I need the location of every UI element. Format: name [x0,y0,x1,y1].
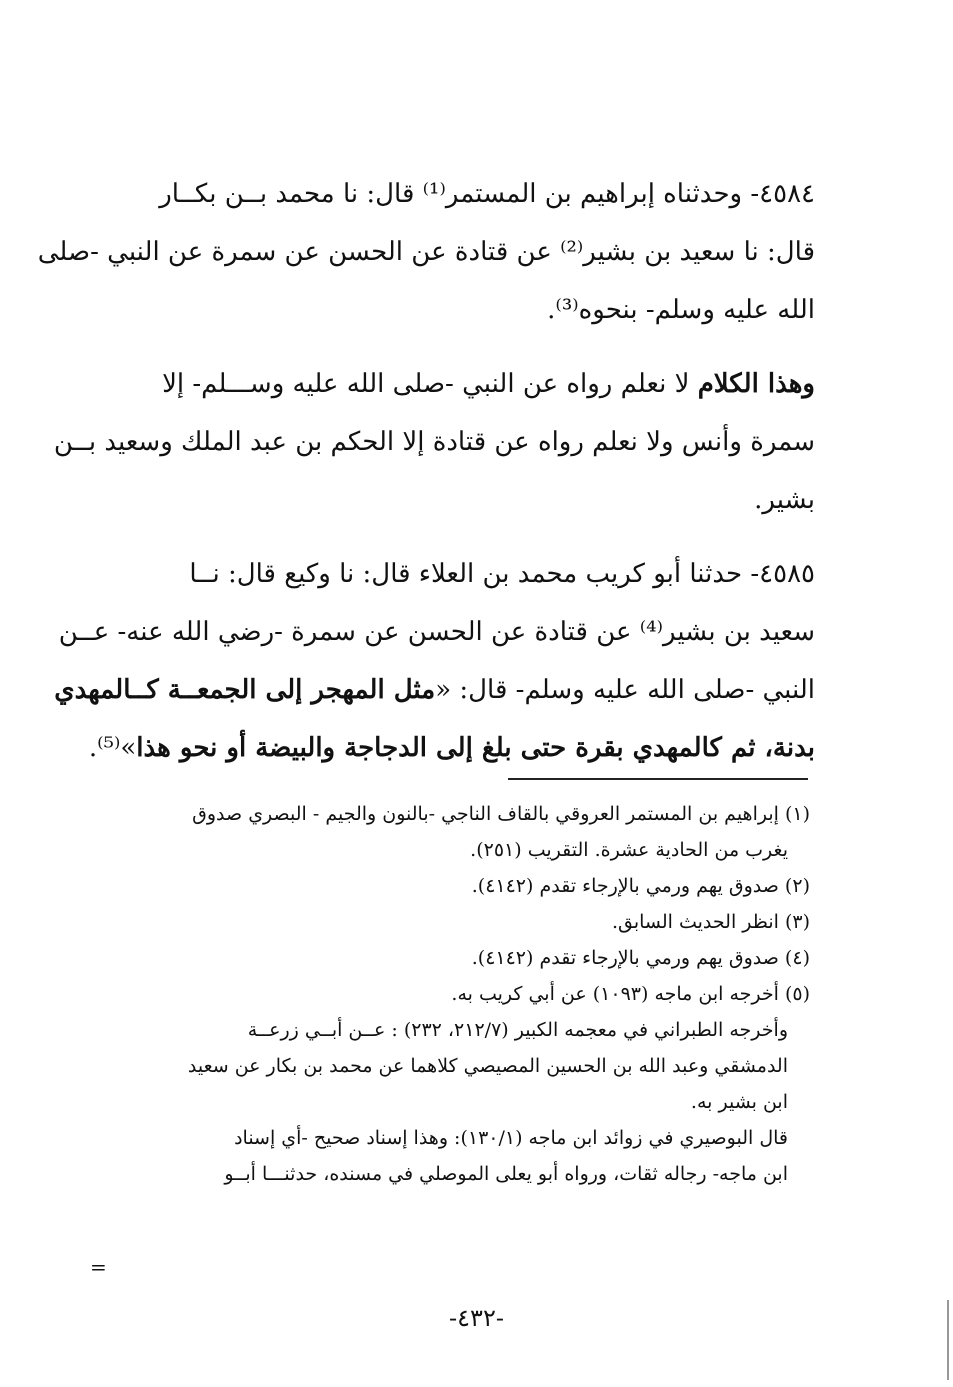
hadith-4584-line-1: ٤٥٨٤- وحدثناه إبراهيم بن المستمر⁽¹⁾ قال: نا محمد بــن بكــار [159,179,815,209]
continuation-mark: = [90,1255,107,1279]
footnote-5-line-5: قال البوصيري في زوائد ابن ماجه (١٣٠/١): وهذا إسناد صحيح -أي إسناد [234,1127,788,1149]
hadith-4585-line-3-bold: مثل المهجر إلى الجمعــة كــالمهدي [54,675,436,705]
hadith-4584-line-2: قال: نا سعيد بن بشير⁽²⁾ عن قتادة عن الحسن عن سمرة عن النبي -صلى [37,237,815,267]
footnote-1-line-1: (١) إبراهيم بن المستمر العروقي بالقاف الناجي -بالنون والجيم - البصري صدوق [192,803,810,825]
page-number: -٤٣٢- [449,1304,504,1332]
commentary-paragraph [53,355,815,529]
hadith-4585-line-4-plain: »⁽⁵⁾. [88,733,137,763]
footnote-divider [508,778,808,780]
footnote-5-line-4: ابن بشير به. [690,1091,788,1113]
hadith-4585-line-4 [88,719,815,777]
footnote-5-line-2: وأخرجه الطبراني في معجمه الكبير (٢١٢/٧، ٢٣٢) : عــن أبــي زرعــة [247,1019,788,1041]
commentary-line-1 [100,355,815,413]
commentary-line-3: بشير. [754,485,815,515]
footnote-3: (٣) انظر الحديث السابق. [611,911,810,933]
footnote-2: (٢) صدوق يهم ورمي بالإرجاء تقدم (٤١٤٢). [471,875,810,897]
main-text [37,165,815,793]
commentary-line-2: سمرة وأنس ولا نعلم رواه عن قتادة إلا الحكم بن عبد الملك وسعيد بــن [53,427,815,457]
hadith-4585-line-3 [54,661,815,719]
scan-edge-mark [947,1300,949,1380]
hadith-4585-line-3-plain: النبي -صلى الله عليه وسلم- قال: « [435,675,815,705]
hadith-4585 [54,545,815,777]
footnote-5-line-1: (٥) أخرجه ابن ماجه (١٠٩٣) عن أبي كريب به. [451,983,810,1005]
footnote-4: (٤) صدوق يهم ورمي بالإرجاء تقدم (٤١٤٢). [471,947,810,969]
footnotes [90,796,810,1192]
hadith-4585-line-4-bold: بدنة، ثم كالمهدي بقرة حتى بلغ إلى الدجاجة والبيضة أو نحو هذا [136,733,815,763]
footnote-5-line-3: الدمشقي وعبد الله بن الحسين المصيصي كلاهما عن محمد بن بكار عن سعيد [187,1055,788,1077]
hadith-4585-line-1: ٤٥٨٥- حدثنا أبو كريب محمد بن العلاء قال: نا وكيع قال: نــا [189,559,815,589]
footnote-5-line-6: ابن ماجه- رجاله ثقات، ورواه أبو يعلى الموصلي في مسنده، حدثنـــا أبــو [224,1163,788,1185]
footnote-1-line-2: يغرب من الحادية عشرة. التقريب (٢٥١). [470,839,788,861]
commentary-line-1-text: لا نعلم رواه عن النبي -صلى الله عليه وســـلم- إلا [162,369,698,399]
hadith-4584-line-3: الله عليه وسلم- بنحوه⁽³⁾. [547,295,815,325]
hadith-4585-line-2: سعيد بن بشير⁽⁴⁾ عن قتادة عن الحسن عن سمرة -رضي الله عنه- عــن [58,617,815,647]
hadith-4584 [37,165,815,339]
commentary-lead-bold: وهذا الكلام [697,369,815,399]
